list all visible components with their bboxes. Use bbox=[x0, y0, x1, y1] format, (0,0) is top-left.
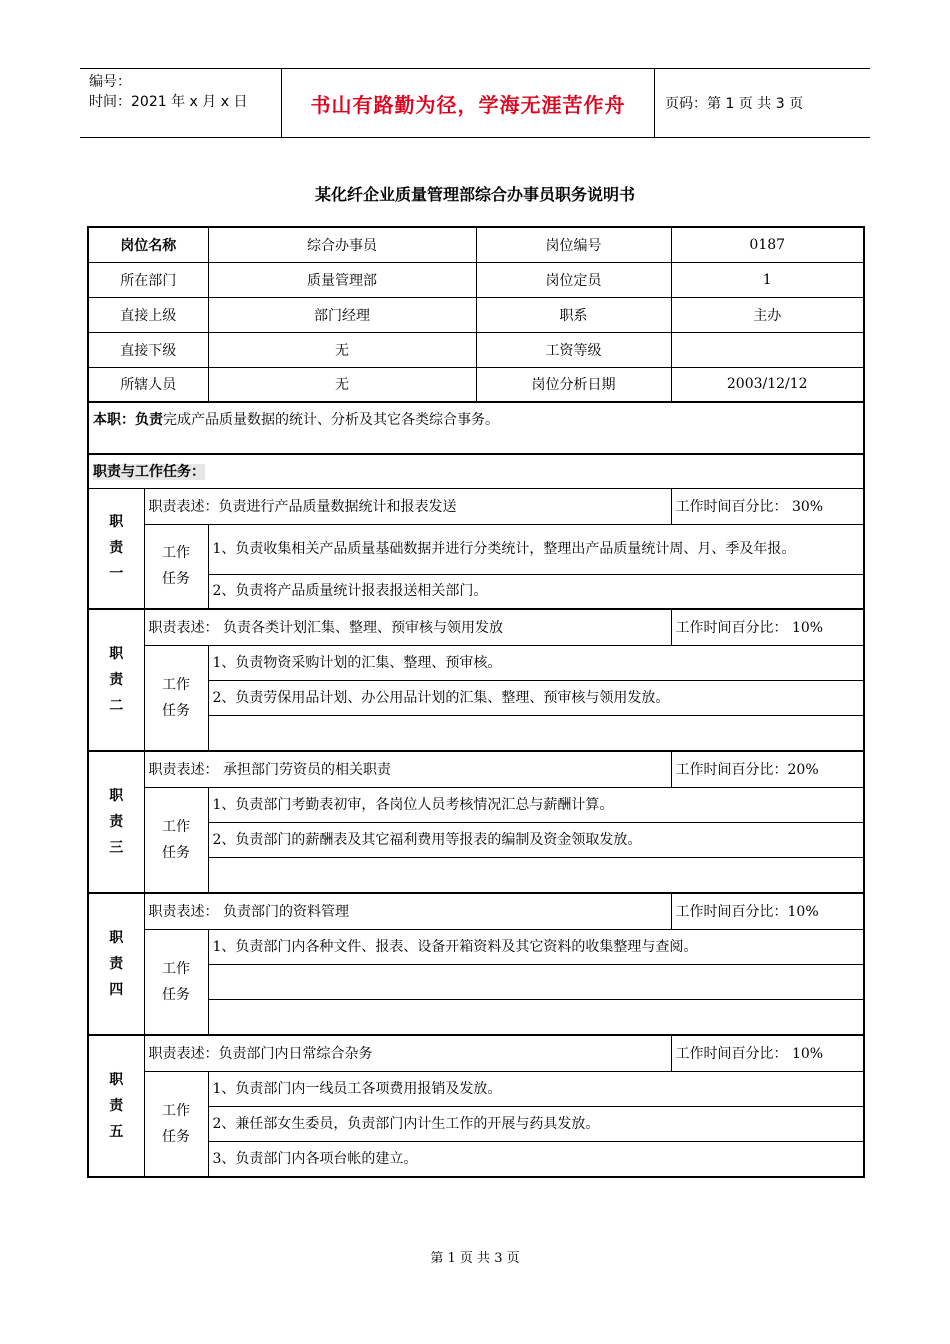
duty-description: 职责表述：负责进行产品质量数据统计和报表发送 bbox=[144, 488, 671, 524]
duty-label-char: 三 bbox=[109, 840, 124, 856]
duty-label-char: 责 bbox=[109, 540, 124, 557]
info-value: 质量管理部 bbox=[208, 262, 476, 297]
duty-label bbox=[88, 488, 144, 609]
header-meta bbox=[80, 69, 282, 137]
duty-desc-row bbox=[88, 1035, 864, 1071]
document-title: 某化纤企业质量管理部综合办事员职务说明书 bbox=[314, 185, 635, 204]
duty-label-char: 职 bbox=[109, 514, 124, 531]
duty-description: 职责表述： 承担部门劳资员的相关职责 bbox=[144, 751, 671, 787]
duty-time-percent: 工作时间百分比： 10% bbox=[671, 609, 864, 645]
task-item: 2、负责将产品质量统计报表报送相关部门。 bbox=[208, 574, 864, 609]
header-page-label: 页码：第 1 页 共 3 页 bbox=[665, 96, 804, 112]
info-value: 无 bbox=[208, 367, 476, 402]
duty-desc-row bbox=[88, 609, 864, 645]
info-value: 2003/12/12 bbox=[671, 367, 864, 402]
task-item: 2、兼任部女生委员，负责部门内计生工作的开展与药具发放。 bbox=[208, 1106, 864, 1141]
duty-label-char: 责 bbox=[109, 814, 124, 830]
duty-label-char: 二 bbox=[109, 698, 124, 714]
info-row bbox=[88, 297, 864, 332]
info-value: 0187 bbox=[671, 227, 864, 262]
summary-cell bbox=[88, 402, 864, 454]
task-label bbox=[144, 524, 208, 609]
task-item: 1、负责物资采购计划的汇集、整理、预审核。 bbox=[208, 645, 864, 680]
info-label: 直接下级 bbox=[88, 332, 208, 367]
task-item: 1、负责部门考勤表初审，各岗位人员考核情况汇总与薪酬计算。 bbox=[208, 787, 864, 822]
info-value: 1 bbox=[671, 262, 864, 297]
duty-label-char: 职 bbox=[109, 788, 124, 804]
info-value bbox=[671, 332, 864, 367]
task-label-text: 工作任务 bbox=[162, 960, 190, 1003]
duty-label-char: 五 bbox=[109, 1124, 124, 1140]
task-label bbox=[144, 929, 208, 1035]
task-row bbox=[88, 787, 864, 822]
duty-label-char: 责 bbox=[109, 1098, 124, 1114]
info-label: 所在部门 bbox=[88, 262, 208, 297]
duty-label bbox=[88, 751, 144, 893]
duty-label-char: 职 bbox=[109, 930, 124, 946]
info-label: 工资等级 bbox=[476, 332, 671, 367]
duty-time-percent: 工作时间百分比： 10% bbox=[671, 1035, 864, 1071]
page-footer: 第 1 页 共 3 页 bbox=[430, 1251, 520, 1266]
task-label-text: 工作任务 bbox=[162, 676, 190, 719]
info-label: 岗位定员 bbox=[476, 262, 671, 297]
task-item: 2、负责劳保用品计划、办公用品计划的汇集、整理、预审核与领用发放。 bbox=[208, 680, 864, 715]
task-label bbox=[144, 645, 208, 751]
task-row bbox=[88, 524, 864, 574]
duty-time-percent: 工作时间百分比： 30% bbox=[671, 488, 864, 524]
info-label: 岗位编号 bbox=[476, 227, 671, 262]
duties-header-row bbox=[88, 454, 864, 488]
info-label: 所辖人员 bbox=[88, 367, 208, 402]
page-header bbox=[80, 68, 870, 138]
task-label-text: 工作任务 bbox=[162, 818, 190, 861]
task-item bbox=[208, 857, 864, 893]
task-label bbox=[144, 787, 208, 893]
task-label-text: 工作任务 bbox=[162, 545, 190, 588]
info-row bbox=[88, 332, 864, 367]
duty-label-char: 一 bbox=[109, 566, 124, 583]
doc-number-label: 编号： bbox=[89, 74, 131, 90]
info-row bbox=[88, 227, 864, 262]
duty-description: 职责表述： 负责部门的资料管理 bbox=[144, 893, 671, 929]
task-item bbox=[208, 715, 864, 751]
summary-text: 完成产品质量数据的统计、分析及其它各类综合事务。 bbox=[163, 412, 499, 428]
task-item: 1、负责部门内一线员工各项费用报销及发放。 bbox=[208, 1071, 864, 1106]
task-item bbox=[208, 964, 864, 999]
duty-label-char: 职 bbox=[109, 1072, 124, 1088]
info-row bbox=[88, 367, 864, 402]
info-value: 部门经理 bbox=[208, 297, 476, 332]
task-row bbox=[88, 1071, 864, 1106]
info-label: 职系 bbox=[476, 297, 671, 332]
duty-time-percent: 工作时间百分比：10% bbox=[671, 893, 864, 929]
info-value: 无 bbox=[208, 332, 476, 367]
duties-header-cell bbox=[88, 454, 864, 488]
duty-description: 职责表述： 负责各类计划汇集、整理、预审核与领用发放 bbox=[144, 609, 671, 645]
duty-desc-row bbox=[88, 488, 864, 524]
task-item: 2、负责部门的薪酬表及其它福利费用等报表的编制及资金领取发放。 bbox=[208, 822, 864, 857]
info-label: 岗位分析日期 bbox=[476, 367, 671, 402]
duties-header: 职责与工作任务： bbox=[93, 464, 205, 481]
info-label: 直接上级 bbox=[88, 297, 208, 332]
task-label bbox=[144, 1071, 208, 1177]
duty-desc-row bbox=[88, 751, 864, 787]
job-description-table bbox=[87, 226, 865, 1178]
duty-time-percent: 工作时间百分比：20% bbox=[671, 751, 864, 787]
duty-desc-row bbox=[88, 893, 864, 929]
task-label-text: 工作任务 bbox=[162, 1102, 190, 1145]
info-row bbox=[88, 262, 864, 297]
duty-label bbox=[88, 893, 144, 1035]
duty-label-char: 责 bbox=[109, 956, 124, 972]
task-row bbox=[88, 929, 864, 964]
task-item: 3、负责部门内各项台帐的建立。 bbox=[208, 1141, 864, 1177]
duty-label bbox=[88, 609, 144, 751]
task-item: 1、负责收集相关产品质量基础数据并进行分类统计，整理出产品质量统计周、月、季及年报。 bbox=[208, 524, 864, 574]
duty-label-char: 职 bbox=[109, 646, 124, 662]
header-motto: 书山有路勤为径，学海无涯苦作舟 bbox=[282, 69, 655, 137]
info-value: 主办 bbox=[671, 297, 864, 332]
summary-label: 本职：负责 bbox=[93, 412, 163, 428]
duty-label-char: 责 bbox=[109, 672, 124, 688]
duty-label-char: 四 bbox=[109, 982, 124, 998]
task-item bbox=[208, 999, 864, 1035]
duty-description: 职责表述：负责部门内日常综合杂务 bbox=[144, 1035, 671, 1071]
duty-label bbox=[88, 1035, 144, 1177]
info-value: 综合办事员 bbox=[208, 227, 476, 262]
task-item: 1、负责部门内各种文件、报表、设备开箱资料及其它资料的收集整理与查阅。 bbox=[208, 929, 864, 964]
summary-row bbox=[88, 402, 864, 454]
task-row bbox=[88, 645, 864, 680]
info-label: 岗位名称 bbox=[88, 227, 208, 262]
doc-time-label: 时间：2021 年 x 月 x 日 bbox=[89, 94, 248, 110]
